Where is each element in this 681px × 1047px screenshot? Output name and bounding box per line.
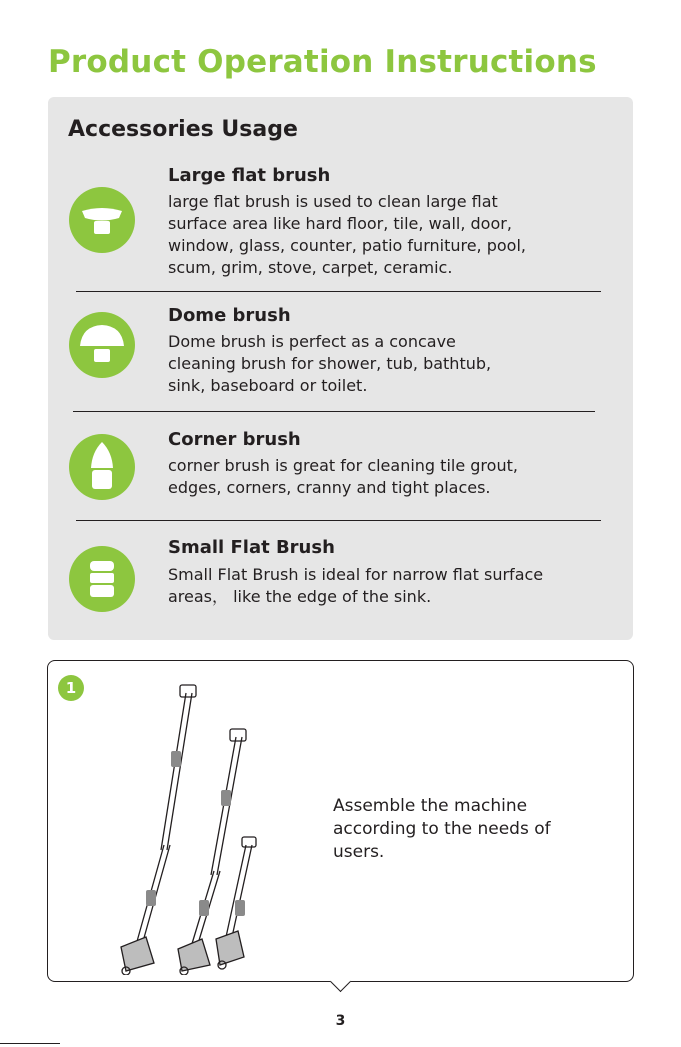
page-title: Product Operation Instructions [48,44,597,80]
brush-title: Dome brush [168,305,291,326]
brush-description: Dome brush is perfect as a concave cleaning brush for shower, tub, bathtub, sink, baseboard or toilet. [168,332,492,395]
scrubber-assembly-illustration [66,675,266,975]
brush-title: Large flat brush [168,165,331,186]
divider [73,411,595,412]
divider [76,291,601,292]
accessories-panel [48,97,633,640]
brush-description: Small Flat Brush is ideal for narrow flat surface areas， like the edge of the sink. [168,565,544,606]
brush-title: Corner brush [168,429,301,450]
accessories-heading: Accessories Usage [68,117,298,142]
brush-description: large flat brush is used to clean large flat surface area like hard floor, tile, wall, door, window, glass, counter, patio furniture, pool, scum, grim, stove, carpet, ceramic. [168,192,526,277]
step-panel [47,660,634,982]
footer-rule [0,1043,60,1044]
dome-brush-icon [69,312,135,378]
small-flat-brush-icon [69,546,135,612]
corner-brush-icon [69,434,135,500]
large-flat-brush-icon [69,187,135,253]
divider [76,520,601,521]
step-instruction-text: Assemble the machine according to the needs of users. [333,796,551,862]
page-number: 3 [335,1013,346,1029]
speech-pointer [330,971,351,992]
step-number-badge: 1 [58,675,84,701]
brush-title: Small Flat Brush [168,537,335,558]
brush-description: corner brush is great for cleaning tile grout, edges, corners, cranny and tight places. [168,456,518,497]
